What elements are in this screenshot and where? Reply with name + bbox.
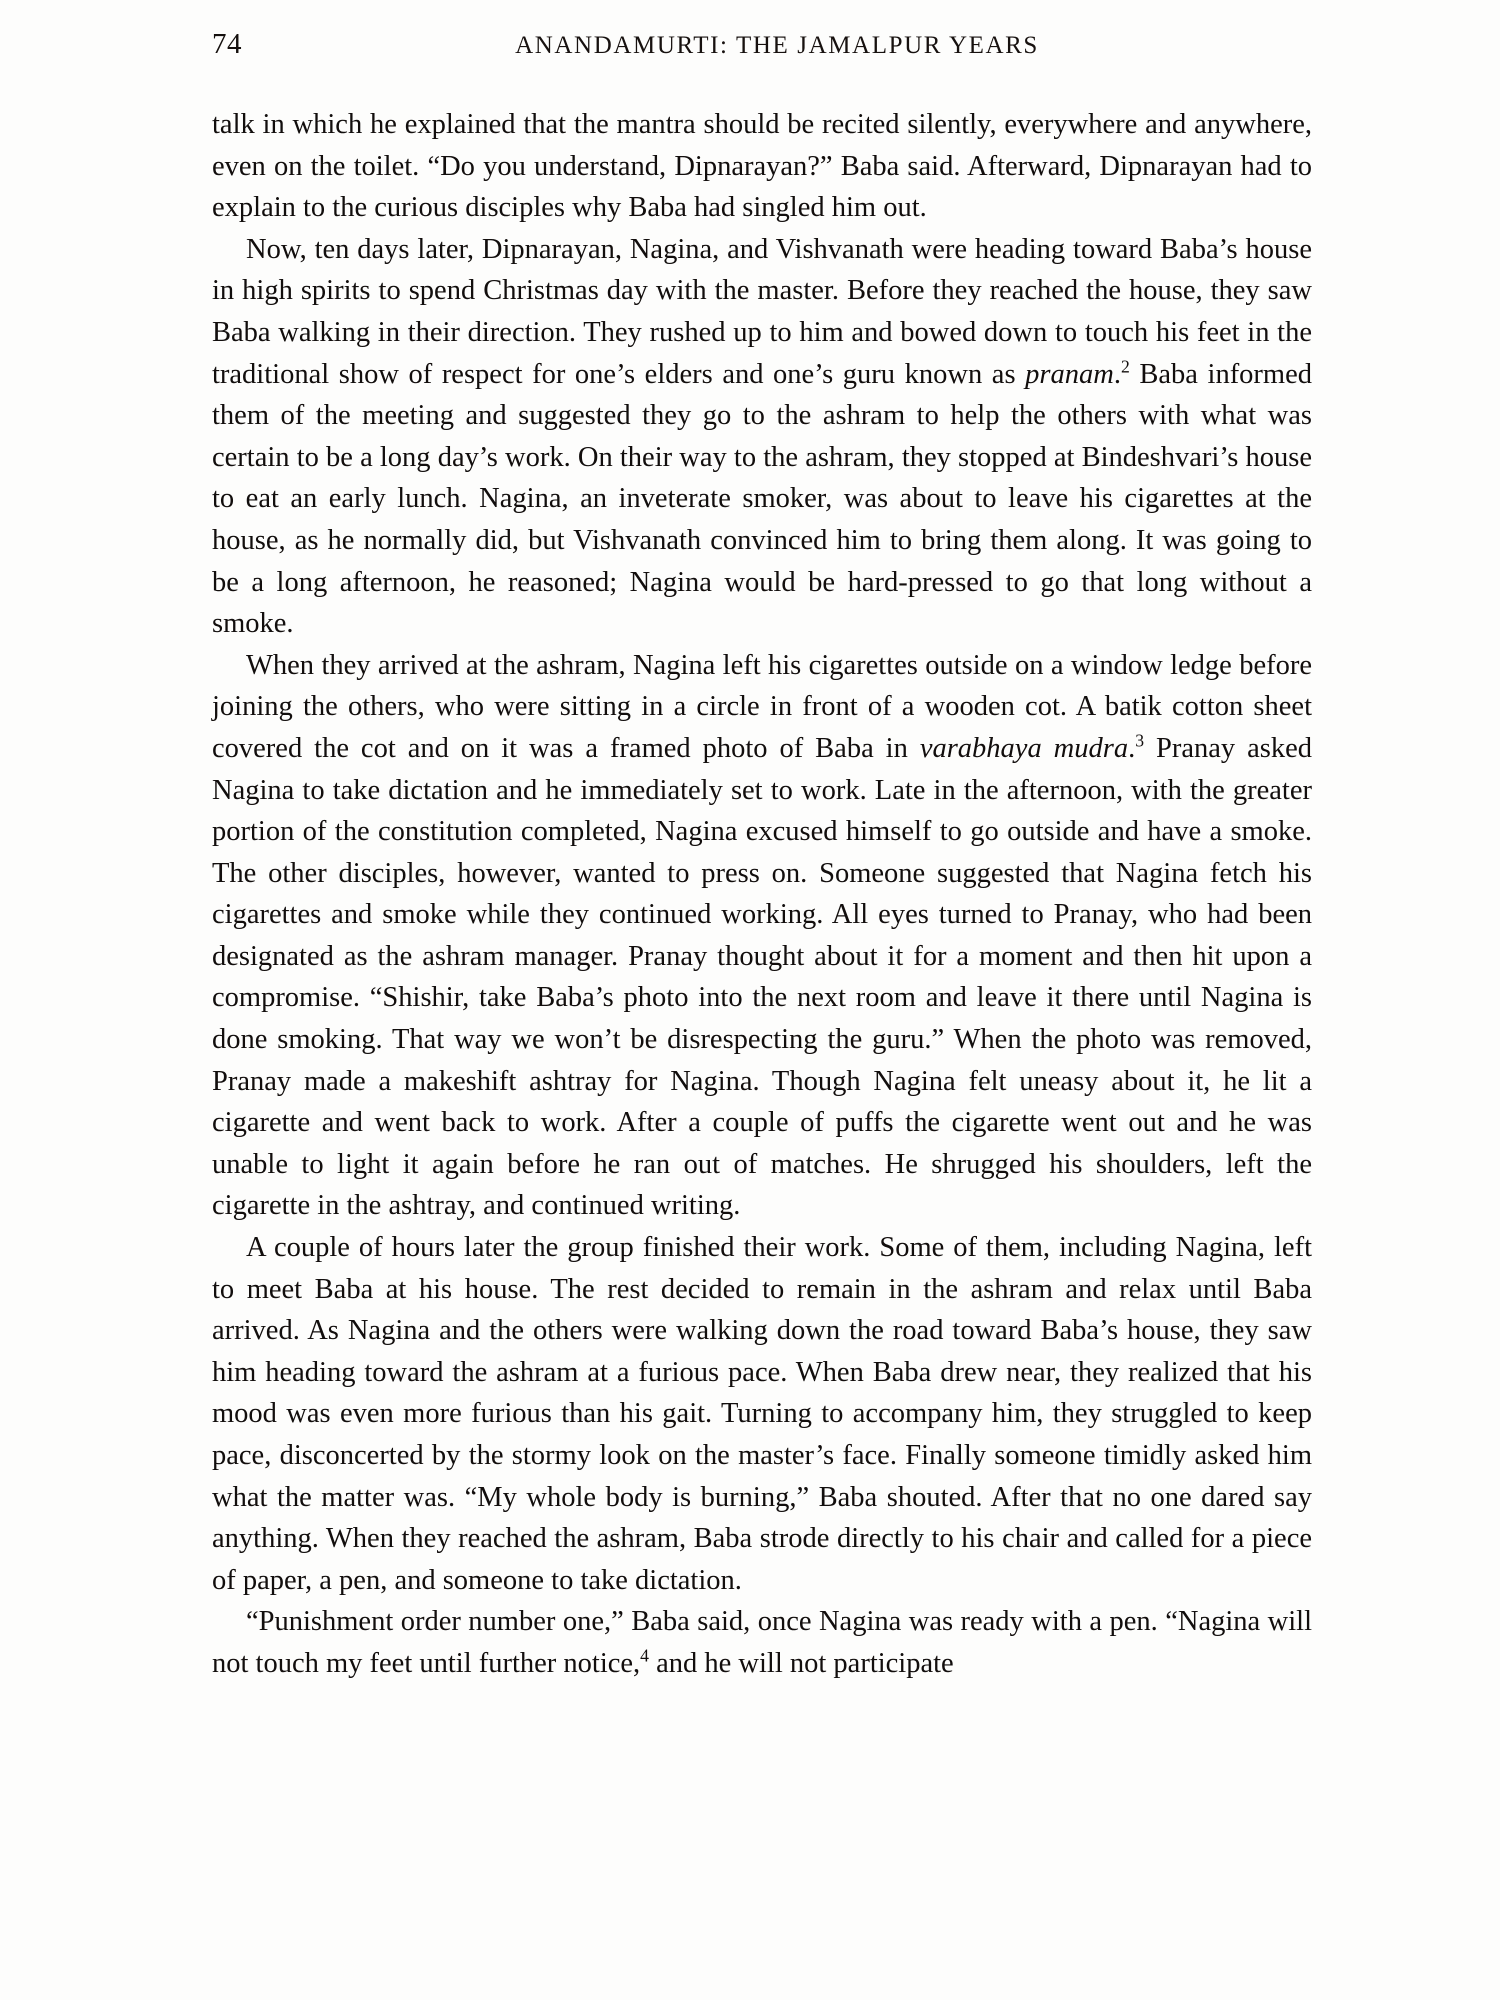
page-number: 74	[212, 28, 242, 60]
paragraph	[212, 1601, 1312, 1684]
body-text	[212, 104, 1312, 1685]
text-run: and he will not participate	[649, 1647, 954, 1679]
text-run: A couple of hours later the group finished their work. Some of them, including Nagina, left to meet Baba at his house. The rest decided to remain in the ashram and relax until Baba arrived. As Nagina and the others were walking down the road toward Baba’s house, they saw him heading toward the ashram at a furious pace. When Baba drew near, they realized that his mood was even more furious than his gait. Turning to accompany him, they struggled to keep pace, disconcerted by the stormy look on the master’s face. Finally someone timidly asked him what the matter was. “My whole body is burning,” Baba shouted. After that no one dared say anything. When they reached the ashram, Baba strode directly to his chair and called for a piece of paper, a pen, and someone to take dictation.	[212, 1232, 1312, 1596]
text-run: .	[1113, 358, 1121, 390]
page-content	[212, 28, 1312, 1685]
text-run: Baba informed them of the meeting and suggested they go to the ashram to help the others with what was certain to be a long day’s work. On their way to the ashram, they stopped at Bindeshvari’s house to eat an early lunch. Nagina, an inveterate smoker, was about to leave his cigarettes at the house, as he normally did, but Vishvanath convinced him to bring them along. It was going to be a long afternoon, he reasoned; Nagina would be hard-pressed to go that long without a smoke.	[212, 358, 1312, 640]
text-run: talk in which he explained that the mantra should be recited silently, everywhere and anywhere, even on the toilet. “Do you understand, Dipnarayan?” Baba said. Afterward, Dipnarayan had to explain to the curious disciples why Baba had singled him out.	[212, 109, 1312, 224]
text-run: .	[1128, 732, 1136, 764]
footnote-marker: 3	[1135, 730, 1145, 751]
paragraph	[212, 104, 1312, 229]
text-run: When they arrived at the ashram, Nagina left his cigarettes outside on a window ledge before joining the others, who were sitting in a circle in front of a wooden cot. A batik cotton sheet covered the cot and on it was a framed photo of Baba in	[212, 649, 1312, 764]
running-head	[212, 28, 1312, 68]
text-run: Pranay asked Nagina to take dictation and he immediately set to work. Late in the afternoon, with the greater portion of the constitution completed, Nagina excused himself to go outside and have a smoke. The other disciples, however, wanted to press on. Someone suggested that Nagina fetch his cigarettes and smoke while they continued working. All eyes turned to Pranay, who had been designated as the ashram manager. Pranay thought about it for a moment and then hit upon a compromise. “Shishir, take Baba’s photo into the next room and leave it there until Nagina is done smoking. That way we won’t be disrespecting the guru.” When the photo was removed, Pranay made a makeshift ashtray for Nagina. Though Nagina felt uneasy about it, he lit a cigarette and went back to work. After a couple of puffs the cigarette went out and he was unable to light it again before he ran out of matches. He shrugged his shoulders, left the cigarette in the ashtray, and continued writing.	[212, 732, 1312, 1222]
italic-term: varabhaya mudra	[919, 732, 1129, 764]
running-head-title: ANANDAMURTI: THE JAMALPUR YEARS	[515, 32, 1039, 59]
paragraph	[212, 1227, 1312, 1601]
footnote-marker: 4	[640, 1645, 649, 1666]
text-run: “Punishment order number one,” Baba said, once Nagina was ready with a pen. “Nagina will not touch my feet until further notice,	[212, 1606, 1312, 1679]
paragraph	[212, 229, 1312, 645]
italic-term: pranam	[1025, 358, 1114, 390]
footnote-marker: 2	[1120, 356, 1130, 377]
text-run: Now, ten days later, Dipnarayan, Nagina, and Vishvanath were heading toward Baba’s house in high spirits to spend Christmas day with the master. Before they reached the house, they saw Baba walking in their direction. They rushed up to him and bowed down to touch his feet in the traditional show of respect for one’s elders and one’s guru known as	[212, 233, 1312, 390]
paragraph	[212, 645, 1312, 1227]
